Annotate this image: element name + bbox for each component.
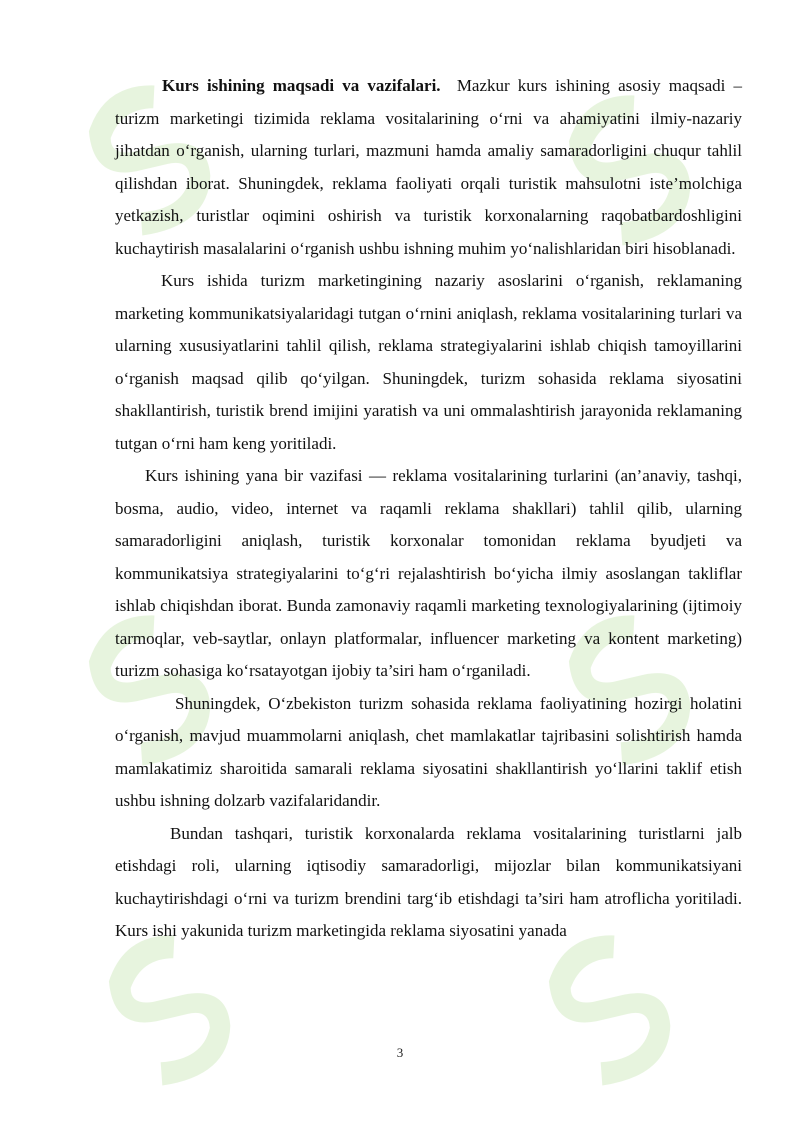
paragraph-1-text: Mazkur kurs ishining asosiy maqsadi – turizm marketingi tizimida reklama vositalarining o‘rni va ahamiyatini ilmiy-nazariy jihatdan o‘rganish, ularning turlari, mazmuni hamda amaliy samaradorligini chuqur tahlil qilishdan iborat. Shuningdek, reklama faoliyati orqali turistik mahsulotni iste’molchiga yetkazish, turistlar oqimini oshirish va turistik korxonalarning raqobatbardoshligini kuchaytirish masalalarini o‘rganish ushbu ishning muhim yo‘nalishlaridan biri hisoblanadi. — [115, 76, 742, 258]
paragraph-3: Kurs ishining yana bir vazifasi — reklama vositalarining turlarini (an’anaviy, tashqi, bosma, audio, video, internet va raqamli reklama shakllari) tahlil qilib, ularning samaradorligini aniqlash, turistik korxonalar tomonidan reklama byudjeti va kommunikatsiya strategiyalarini to‘g‘ri rejalashtirish bo‘yicha ilmiy asoslangan takliflar ishlab chiqishdan iborat. Bunda zamonaviy raqamli marketing texnologiyalarining (ijtimoiy tarmoqlar, veb-saytlar, onlayn platformalar, influencer marketing va kontent marketing) turizm sohasiga ko‘rsatayotgan ijobiy ta’siri ham o‘rganiladi. — [115, 466, 742, 680]
document-body — [115, 70, 742, 948]
page-number: 3 — [396, 1045, 404, 1060]
paragraph-2: Kurs ishida turizm marketingining nazariy asoslarini o‘rganish, reklamaning marketing kommunikatsiyalaridagi tutgan o‘rnini aniqlash, reklama vositalarining turlari va ularning xususiyatlarini tahlil qilish, reklama strategiyalarini ishlab chiqish tamoyillarini o‘rganish maqsad qilib qo‘yilgan. Shuningdek, turizm sohasida reklama siyosatini shakllantirish, turistik brend imijini yaratish va uni ommalashtirish jarayonida reklamaning tutgan o‘rni ham keng yoritiladi. — [115, 271, 742, 453]
paragraph-4: Shuningdek, O‘zbekiston turizm sohasida reklama faoliyatining hozirgi holatini o‘rganish, mavjud muammolarni aniqlash, chet mamlakatlar tajribasini solishtirish hamda mamlakatimiz sharoitida samarali reklama siyosatini shakllantirish yo‘llarini taklif etish ushbu ishning dolzarb vazifalaridandir. — [115, 693, 742, 810]
section-heading: Kurs ishining maqsadi va vazifalari. — [162, 76, 441, 95]
paragraph-1 — [115, 70, 742, 265]
paragraph-5: Bundan tashqari, turistik korxonalarda reklama vositalarining turistlarni jalb etishdagi roli, ularning iqtisodiy samaradorligi, mijozlar bilan kommunikatsiyani kuchaytirishdagi o‘rni va turizm brendini targ‘ib etishdagi ta’siri ham atroflicha yoritiladi. Kurs ishi yakunida turizm marketingida reklama siyosatini yanada — [115, 823, 742, 940]
